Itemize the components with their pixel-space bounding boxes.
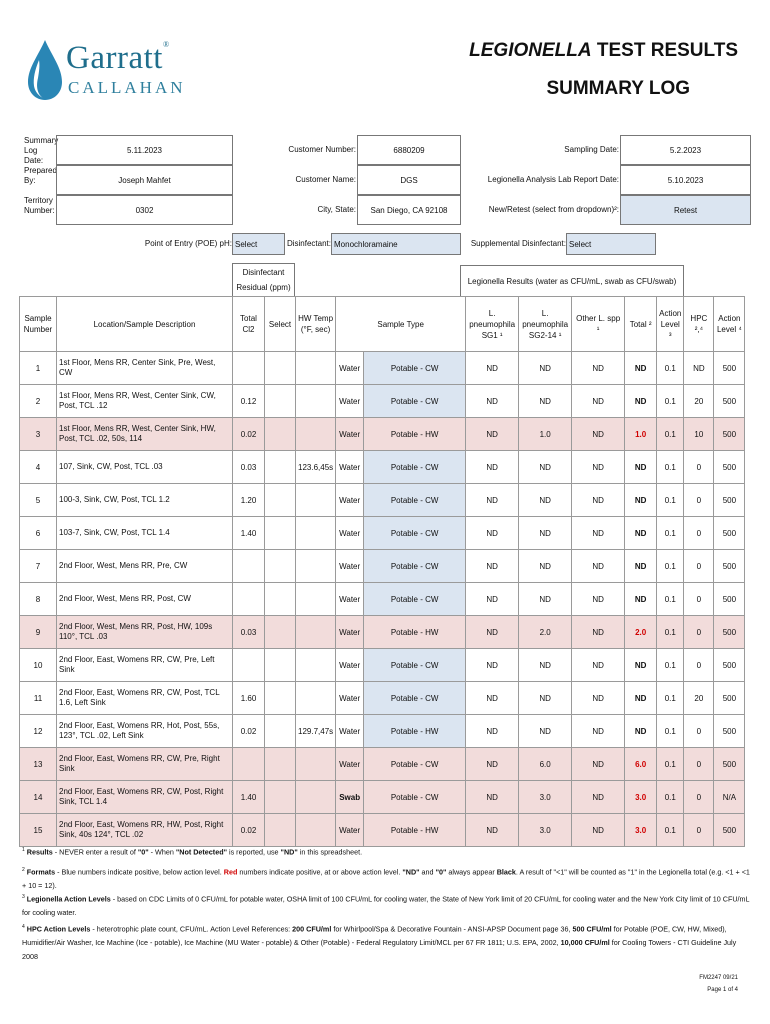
action-level-cell: 0.1 (657, 550, 684, 583)
sample-number-cell: 7 (20, 550, 57, 583)
sg2-14-cell: ND (519, 484, 572, 517)
sg2-14-cell: ND (519, 583, 572, 616)
sample-type-cell: Potable - HW (364, 715, 466, 748)
total-cell: ND (625, 550, 657, 583)
sample-type-cell: Potable - CW (364, 517, 466, 550)
sample-medium-cell: Water (336, 649, 364, 682)
table-row (20, 385, 745, 418)
select-cell (265, 451, 296, 484)
hpc-cell: ND (684, 352, 714, 385)
action-level-cell: 0.1 (657, 649, 684, 682)
location-cell: 2nd Floor, West, Mens RR, Pre, CW (57, 550, 233, 583)
table-row (20, 517, 745, 550)
total-cl2-cell (233, 550, 265, 583)
hw-temp-cell (296, 649, 336, 682)
sampling-date-field[interactable]: 5.2.2023 (620, 135, 751, 165)
action-level-4-cell: 500 (714, 451, 745, 484)
hw-temp-cell (296, 616, 336, 649)
sample-medium-cell: Water (336, 385, 364, 418)
total-cl2-cell: 0.03 (233, 451, 265, 484)
sample-number-cell: 15 (20, 814, 57, 847)
sg2-14-cell: ND (519, 715, 572, 748)
logo-sub-text: CALLAHAN (68, 78, 186, 97)
supplemental-disinfectant-label: Supplemental Disinfectant: (470, 239, 566, 248)
action-level-cell: 0.1 (657, 715, 684, 748)
form-code: FM2247 09/21 (699, 975, 738, 981)
sample-medium-cell: Water (336, 682, 364, 715)
total-cell: ND (625, 484, 657, 517)
sample-type-cell: Potable - HW (364, 616, 466, 649)
hw-temp-cell (296, 682, 336, 715)
sg1-cell: ND (466, 484, 519, 517)
sg1-cell: ND (466, 583, 519, 616)
total-cell: ND (625, 715, 657, 748)
sg2-14-cell: 2.0 (519, 616, 572, 649)
territory-label: Territory Number: (24, 196, 55, 215)
sample-medium-cell: Water (336, 451, 364, 484)
poe-ph-dropdown[interactable]: Select (232, 233, 285, 255)
select-cell (265, 649, 296, 682)
summary-log-date-label: Summary Log Date: (24, 136, 59, 165)
location-cell: 2nd Floor, East, Womens RR, Hot, Post, 55s, 123°, TCL .02, Left Sink (57, 715, 233, 748)
footnote-2: $^2$ Formats - Blue numbers indicate positive, below action level. Red numbers indicate positive, at or above action level. "ND" and "0" always appear Black. A result of "<1" will be counted as "1" in the Legionella total (e.g. <1 + <1 + 10 = 12). (22, 867, 750, 891)
total-cl2-cell (233, 583, 265, 616)
footnote-1: $^1$ Results - NEVER enter a result of "0" - When "Not Detected" is reported, use "ND" in this spreadsheet. (22, 847, 363, 857)
hw-temp-cell (296, 352, 336, 385)
sample-type-cell: Potable - CW (364, 352, 466, 385)
sample-number-cell: 6 (20, 517, 57, 550)
city-state-label: City, State: (317, 205, 356, 214)
sample-type-cell: Potable - CW (364, 649, 466, 682)
sample-number-cell: 13 (20, 748, 57, 781)
page-number: Page 1 of 4 (707, 987, 738, 993)
hpc-cell: 20 (684, 385, 714, 418)
sample-type-cell: Potable - CW (364, 682, 466, 715)
other-cell: ND (572, 451, 625, 484)
total-cell: ND (625, 451, 657, 484)
other-cell: ND (572, 814, 625, 847)
sg2-14-cell: ND (519, 352, 572, 385)
select-cell (265, 682, 296, 715)
select-cell (265, 715, 296, 748)
sample-type-cell: Potable - CW (364, 781, 466, 814)
hw-temp-cell (296, 748, 336, 781)
action-level-4-cell: 500 (714, 385, 745, 418)
sg1-cell: ND (466, 550, 519, 583)
action-level-cell: 0.1 (657, 814, 684, 847)
table-row (20, 748, 745, 781)
total-cell: ND (625, 649, 657, 682)
total-cell: 2.0 (625, 616, 657, 649)
total-cl2-cell (233, 649, 265, 682)
other-cell: ND (572, 352, 625, 385)
select-cell (265, 385, 296, 418)
location-cell: 2nd Floor, East, Womens RR, CW, Post, Right Sink, TCL 1.4 (57, 781, 233, 814)
new-retest-label: New/Retest (select from dropdown)²: (488, 205, 619, 214)
sg1-cell: ND (466, 517, 519, 550)
other-cell: ND (572, 649, 625, 682)
location-cell: 107, Sink, CW, Post, TCL .03 (57, 451, 233, 484)
hpc-cell: 0 (684, 550, 714, 583)
sg2-14-cell: ND (519, 385, 572, 418)
col-total: Total ² (625, 297, 657, 352)
col-other: Other L. spp ¹ (572, 297, 625, 352)
action-level-cell: 0.1 (657, 352, 684, 385)
other-cell: ND (572, 682, 625, 715)
action-level-cell: 0.1 (657, 484, 684, 517)
sample-medium-cell: Water (336, 418, 364, 451)
prepared-by-field[interactable]: Joseph Mahfet (56, 165, 233, 195)
hpc-cell: 0 (684, 814, 714, 847)
total-cl2-cell: 0.02 (233, 814, 265, 847)
total-cell: 3.0 (625, 814, 657, 847)
location-cell: 2nd Floor, East, Womens RR, CW, Pre, Left Sink (57, 649, 233, 682)
total-cl2-cell: 0.12 (233, 385, 265, 418)
sample-number-cell: 3 (20, 418, 57, 451)
table-row (20, 484, 745, 517)
other-cell: ND (572, 781, 625, 814)
disinfectant-dropdown[interactable]: Monochloramaine (331, 233, 461, 255)
sample-number-cell: 12 (20, 715, 57, 748)
total-cl2-cell (233, 352, 265, 385)
hw-temp-cell (296, 484, 336, 517)
action-level-4-cell: 500 (714, 550, 745, 583)
action-level-4-cell: 500 (714, 517, 745, 550)
location-cell: 2nd Floor, West, Mens RR, Post, HW, 109s 110°, TCL .03 (57, 616, 233, 649)
other-cell: ND (572, 385, 625, 418)
table-row (20, 352, 745, 385)
sg1-cell: ND (466, 814, 519, 847)
page-title: LEGIONELLA TEST RESULTS (469, 40, 738, 61)
hw-temp-cell (296, 781, 336, 814)
sample-number-cell: 4 (20, 451, 57, 484)
action-level-cell: 0.1 (657, 451, 684, 484)
sg1-cell: ND (466, 682, 519, 715)
customer-name-label: Customer Name: (295, 175, 356, 184)
total-cl2-cell: 1.40 (233, 781, 265, 814)
location-cell: 103-7, Sink, CW, Post, TCL 1.4 (57, 517, 233, 550)
action-level-cell: 0.1 (657, 616, 684, 649)
location-cell: 2nd Floor, East, Womens RR, HW, Post, Right Sink, 40s 124°, TCL .02 (57, 814, 233, 847)
sample-type-cell: Potable - CW (364, 451, 466, 484)
hpc-cell: 0 (684, 616, 714, 649)
location-cell: 1st Floor, Mens RR, West, Center Sink, CW, Post, TCL .12 (57, 385, 233, 418)
action-level-cell: 0.1 (657, 583, 684, 616)
sample-type-cell: Potable - HW (364, 814, 466, 847)
lab-report-date-field[interactable]: 5.10.2023 (620, 165, 751, 195)
legionella-results-header: Legionella Results (water as CFU/mL, swab as CFU/swab) (460, 265, 684, 296)
hpc-cell: 0 (684, 781, 714, 814)
sample-medium-cell: Water (336, 517, 364, 550)
hw-temp-cell (296, 418, 336, 451)
other-cell: ND (572, 418, 625, 451)
sample-type-cell: Potable - HW (364, 418, 466, 451)
sg1-cell: ND (466, 616, 519, 649)
summary-log-date-field[interactable]: 5.11.2023 (56, 135, 233, 165)
sample-medium-cell: Water (336, 352, 364, 385)
customer-number-label: Customer Number: (288, 145, 356, 154)
table-row (20, 682, 745, 715)
sample-type-cell: Potable - CW (364, 385, 466, 418)
hw-temp-cell (296, 517, 336, 550)
other-cell: ND (572, 517, 625, 550)
select-cell (265, 748, 296, 781)
customer-number-field[interactable]: 6880209 (357, 135, 461, 165)
sg1-cell: ND (466, 418, 519, 451)
select-cell (265, 550, 296, 583)
total-cell: ND (625, 583, 657, 616)
sg2-14-cell: ND (519, 550, 572, 583)
sample-medium-cell: Swab (336, 781, 364, 814)
other-cell: ND (572, 715, 625, 748)
action-level-cell: 0.1 (657, 418, 684, 451)
select-cell (265, 616, 296, 649)
total-cl2-cell: 0.02 (233, 418, 265, 451)
sg1-cell: ND (466, 748, 519, 781)
location-cell: 2nd Floor, East, Womens RR, CW, Pre, Right Sink (57, 748, 233, 781)
table-row (20, 715, 745, 748)
sg1-cell: ND (466, 715, 519, 748)
hw-temp-cell (296, 550, 336, 583)
other-cell: ND (572, 550, 625, 583)
sample-number-cell: 14 (20, 781, 57, 814)
sample-number-cell: 9 (20, 616, 57, 649)
disinfectant-residual-header: Disinfectant Residual (ppm) (232, 263, 295, 296)
hw-temp-cell (296, 814, 336, 847)
action-level-cell: 0.1 (657, 748, 684, 781)
sample-number-cell: 8 (20, 583, 57, 616)
total-cell: 6.0 (625, 748, 657, 781)
action-level-4-cell: 500 (714, 484, 745, 517)
total-cell: ND (625, 385, 657, 418)
page-subtitle: SUMMARY LOG (546, 78, 690, 99)
action-level-4-cell: 500 (714, 682, 745, 715)
select-cell (265, 814, 296, 847)
sample-medium-cell: Water (336, 583, 364, 616)
sg2-14-cell: ND (519, 649, 572, 682)
sg2-14-cell: 3.0 (519, 781, 572, 814)
sg2-14-cell: 6.0 (519, 748, 572, 781)
footnote-4: $^4$ HPC Action Levels - heterotrophic plate count, CFU/mL. Action Level References: 200 CFU/ml for Whirlpool/Spa & Decorative Fountain - ANSI-APSP Document page 36, 500 CFU/ml for Potable (POE, CW, HW, Mixed), Humidifier/Air Washer, Ice Machine (Ice - potable), Ice Machine (MU Water - potable) & Other (Potable) - Federal Regulatory Limit/MCL per 67 FR 1811; U.S. EPA, 2002, 10,000 CFU/ml for Cooling Towers - CTI Guideline July 2008 (22, 924, 737, 962)
col-sg2-14: L. pneumophila SG2-14 ¹ (519, 297, 572, 352)
disinfectant-label: Disinfectant: (286, 239, 331, 248)
sample-medium-cell: Water (336, 814, 364, 847)
col-sg1: L. pneumophila SG1 ¹ (466, 297, 519, 352)
total-cell: ND (625, 517, 657, 550)
col-action-level-4: Action Level ⁴ (714, 297, 745, 352)
hw-temp-cell (296, 583, 336, 616)
select-cell (265, 517, 296, 550)
col-total-cl2: Total Cl2 (233, 297, 265, 352)
col-hw-temp: HW Temp (°F, sec) (296, 297, 336, 352)
select-cell (265, 418, 296, 451)
col-hpc: HPC ²,⁴ (684, 297, 714, 352)
sg2-14-cell: ND (519, 451, 572, 484)
sample-medium-cell: Water (336, 715, 364, 748)
action-level-4-cell: N/A (714, 781, 745, 814)
new-retest-dropdown[interactable]: Retest (620, 195, 751, 225)
col-sample-type: Sample Type (336, 297, 466, 352)
other-cell: ND (572, 583, 625, 616)
location-cell: 100-3, Sink, CW, Post, TCL 1.2 (57, 484, 233, 517)
sample-number-cell: 1 (20, 352, 57, 385)
results-table (19, 296, 745, 847)
footnote-3: $^3$ Legionella Action Levels - based on CDC Limits of 0 CFU/mL for potable water, OSHA limit of 100 CFU/mL for cooling water, the State of New York limit of 20 CFU/mL for cooling water and the New York City limit of 10 CFU/mL for cooling water. (22, 894, 750, 918)
supplemental-disinfectant-dropdown[interactable]: Select (566, 233, 656, 255)
col-action-level: Action Level ³ (657, 297, 684, 352)
customer-name-field[interactable]: DGS (357, 165, 461, 195)
logo-brand-text: Garratt® (66, 40, 170, 76)
sg2-14-cell: ND (519, 517, 572, 550)
sample-medium-cell: Water (336, 616, 364, 649)
action-level-4-cell: 500 (714, 352, 745, 385)
sample-type-cell: Potable - CW (364, 748, 466, 781)
action-level-4-cell: 500 (714, 814, 745, 847)
total-cl2-cell: 1.60 (233, 682, 265, 715)
table-row (20, 583, 745, 616)
table-row (20, 451, 745, 484)
table-row (20, 814, 745, 847)
sg2-14-cell: ND (519, 682, 572, 715)
form-footer (699, 972, 738, 996)
action-level-cell: 0.1 (657, 517, 684, 550)
sg1-cell: ND (466, 781, 519, 814)
sample-number-cell: 11 (20, 682, 57, 715)
action-level-4-cell: 500 (714, 715, 745, 748)
water-drop-icon (26, 38, 64, 102)
poe-ph-label: Point of Entry (POE) pH: (144, 239, 232, 248)
total-cl2-cell: 1.40 (233, 517, 265, 550)
table-row (20, 616, 745, 649)
hpc-cell: 0 (684, 484, 714, 517)
total-cl2-cell (233, 748, 265, 781)
select-cell (265, 781, 296, 814)
sg1-cell: ND (466, 352, 519, 385)
sg1-cell: ND (466, 385, 519, 418)
select-cell (265, 583, 296, 616)
action-level-4-cell: 500 (714, 649, 745, 682)
sg2-14-cell: 1.0 (519, 418, 572, 451)
col-location: Location/Sample Description (57, 297, 233, 352)
prepared-by-label: Prepared By: (24, 166, 57, 185)
other-cell: ND (572, 748, 625, 781)
total-cell: 1.0 (625, 418, 657, 451)
sg1-cell: ND (466, 451, 519, 484)
hw-temp-cell (296, 385, 336, 418)
sg2-14-cell: 3.0 (519, 814, 572, 847)
hpc-cell: 0 (684, 748, 714, 781)
sample-number-cell: 10 (20, 649, 57, 682)
hpc-cell: 0 (684, 517, 714, 550)
location-cell: 2nd Floor, West, Mens RR, Post, CW (57, 583, 233, 616)
lab-report-date-label: Legionella Analysis Lab Report Date: (487, 175, 619, 184)
col-select: Select (265, 297, 296, 352)
select-cell (265, 484, 296, 517)
hpc-cell: 0 (684, 715, 714, 748)
hpc-cell: 20 (684, 682, 714, 715)
sampling-date-label: Sampling Date: (564, 145, 619, 154)
total-cell: ND (625, 682, 657, 715)
city-state-field[interactable]: San Diego, CA 92108 (357, 195, 461, 225)
action-level-cell: 0.1 (657, 781, 684, 814)
location-cell: 2nd Floor, East, Womens RR, CW, Post, TCL 1.6, Left Sink (57, 682, 233, 715)
table-row (20, 550, 745, 583)
territory-field[interactable]: 0302 (56, 195, 233, 225)
other-cell: ND (572, 616, 625, 649)
hpc-cell: 0 (684, 583, 714, 616)
sg1-cell: ND (466, 649, 519, 682)
total-cl2-cell: 0.02 (233, 715, 265, 748)
sample-type-cell: Potable - CW (364, 583, 466, 616)
sample-type-cell: Potable - CW (364, 484, 466, 517)
select-cell (265, 352, 296, 385)
col-sample-number: Sample Number (20, 297, 57, 352)
table-row (20, 418, 745, 451)
action-level-4-cell: 500 (714, 418, 745, 451)
location-cell: 1st Floor, Mens RR, West, Center Sink, HW, Post, TCL .02, 50s, 114 (57, 418, 233, 451)
sample-type-cell: Potable - CW (364, 550, 466, 583)
action-level-cell: 0.1 (657, 682, 684, 715)
other-cell: ND (572, 484, 625, 517)
sample-number-cell: 2 (20, 385, 57, 418)
action-level-4-cell: 500 (714, 616, 745, 649)
sample-number-cell: 5 (20, 484, 57, 517)
sample-medium-cell: Water (336, 550, 364, 583)
action-level-4-cell: 500 (714, 748, 745, 781)
sample-medium-cell: Water (336, 748, 364, 781)
table-row (20, 649, 745, 682)
hw-temp-cell: 123.6,45s (296, 451, 336, 484)
hw-temp-cell: 129.7,47s (296, 715, 336, 748)
hpc-cell: 0 (684, 649, 714, 682)
location-cell: 1st Floor, Mens RR, Center Sink, Pre, West, CW (57, 352, 233, 385)
action-level-4-cell: 500 (714, 583, 745, 616)
table-row (20, 781, 745, 814)
hpc-cell: 10 (684, 418, 714, 451)
hpc-cell: 0 (684, 451, 714, 484)
action-level-cell: 0.1 (657, 385, 684, 418)
sample-medium-cell: Water (336, 484, 364, 517)
total-cell: 3.0 (625, 781, 657, 814)
table-header-row (20, 297, 745, 352)
total-cl2-cell: 1.20 (233, 484, 265, 517)
total-cl2-cell: 0.03 (233, 616, 265, 649)
garratt-callahan-logo (26, 38, 186, 102)
total-cell: ND (625, 352, 657, 385)
